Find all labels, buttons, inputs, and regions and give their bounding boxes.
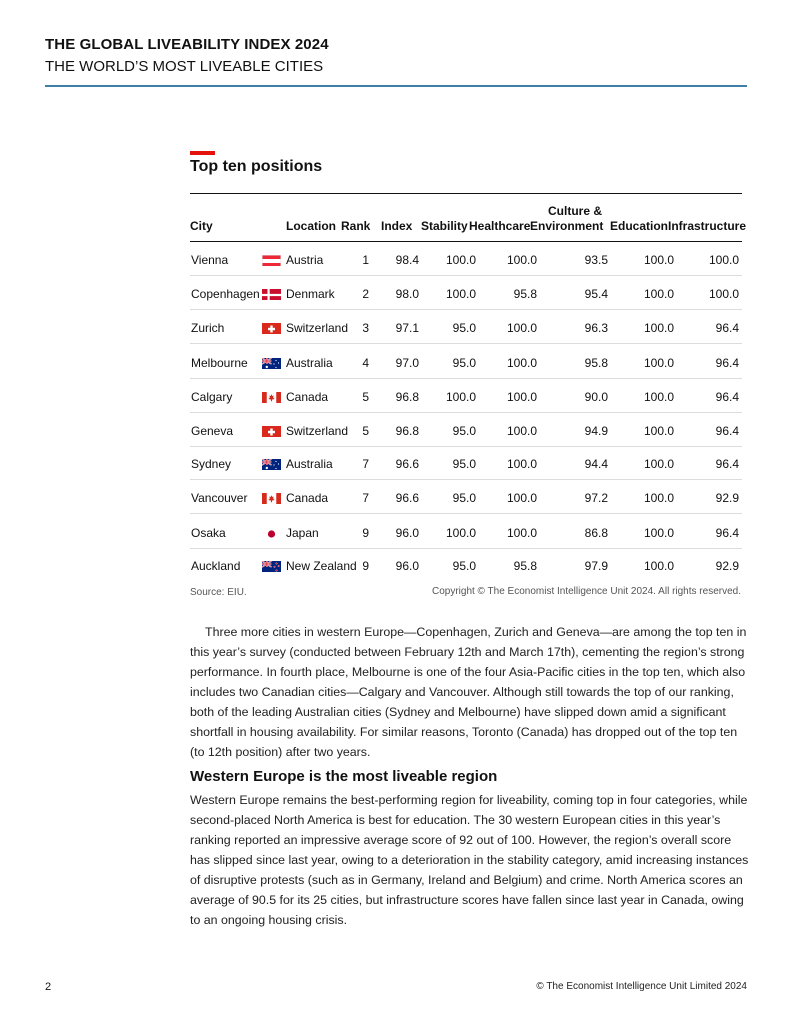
cell-education: 100.0: [643, 526, 674, 540]
cell-culture: 93.5: [584, 253, 608, 267]
cell-city: Melbourne: [191, 356, 248, 370]
cell-rank: 5: [362, 390, 369, 404]
cell-city: Vancouver: [191, 491, 248, 505]
report-subtitle: THE WORLD’S MOST LIVEABLE CITIES: [45, 58, 324, 75]
cell-location: Australia: [286, 457, 333, 471]
cell-stability: 100.0: [445, 526, 476, 540]
header-healthcare: Healthcare: [469, 219, 531, 233]
body-paragraph-1: Three more cities in western Europe—Copenhagen, Zurich and Geneva—are among the top ten in this year’s survey (conducted between February 12th and March 17th), cementing the region’s strong performance. In fourth place, Melbourne is one of the four Asia-Pacific cities in the top ten, which also includes two Canadian cities—Calgary and Vancouver. Although still towards the top of our ranking, both of the leading Australian cities (Sydney and Melbourne) have slipped down amid a significant shortfall in housing availability. For similar reasons, Toronto (Canada) has dropped out of the top ten (to 12th position) after two years.: [190, 625, 747, 759]
cell-rank: 4: [362, 356, 369, 370]
header-location: Location: [286, 219, 336, 233]
cell-location: Australia: [286, 356, 333, 370]
cell-stability: 95.0: [452, 559, 476, 573]
row-divider: [190, 412, 742, 413]
section-accent-bar: [190, 151, 215, 155]
cell-rank: 1: [362, 253, 369, 267]
austria-flag-icon: [262, 254, 281, 266]
cell-culture: 96.3: [584, 321, 608, 335]
cell-healthcare: 100.0: [506, 253, 537, 267]
header-education: Education: [610, 219, 669, 233]
cell-culture: 90.0: [584, 390, 608, 404]
cell-index: 96.6: [395, 491, 419, 505]
cell-location: Canada: [286, 491, 329, 505]
cell-index: 96.8: [395, 390, 419, 404]
header-divider: [45, 85, 747, 87]
cell-city: Auckland: [191, 559, 241, 573]
cell-culture: 86.8: [584, 526, 608, 540]
row-divider: [190, 446, 742, 447]
cell-city: Calgary: [191, 390, 233, 404]
cell-stability: 95.0: [452, 457, 476, 471]
switzerland-flag-icon: [262, 425, 281, 437]
cell-index: 96.6: [395, 457, 419, 471]
cell-education: 100.0: [643, 424, 674, 438]
cell-rank: 5: [362, 424, 369, 438]
cell-index: 96.0: [395, 526, 419, 540]
cell-education: 100.0: [643, 390, 674, 404]
cell-stability: 100.0: [445, 390, 476, 404]
cell-healthcare: 100.0: [506, 424, 537, 438]
cell-culture: 97.9: [584, 559, 608, 573]
cell-education: 100.0: [643, 457, 674, 471]
switzerland-flag-icon: [262, 322, 281, 334]
new-zealand-flag-icon: [262, 560, 281, 572]
cell-infrastructure: 92.9: [715, 559, 739, 573]
cell-healthcare: 100.0: [506, 491, 537, 505]
cell-education: 100.0: [643, 321, 674, 335]
cell-location: Austria: [286, 253, 324, 267]
row-divider: [190, 275, 742, 276]
cell-infrastructure: 96.4: [715, 390, 739, 404]
cell-index: 97.1: [395, 321, 419, 335]
cell-rank: 7: [362, 491, 369, 505]
cell-healthcare: 100.0: [506, 356, 537, 370]
cell-infrastructure: 96.4: [715, 424, 739, 438]
row-divider: [190, 309, 742, 310]
cell-culture: 94.4: [584, 457, 608, 471]
cell-location: Switzerland: [286, 321, 349, 335]
report-title: THE GLOBAL LIVEABILITY INDEX 2024: [45, 36, 329, 53]
body-paragraph-2: Western Europe remains the best-performing region for liveability, coming top in four categories, while second-placed North America is best for education. The 30 western European cities in this year’s ranking reported an impressive average score of 92 out of 100. However, the region’s overall score has slipped since last year, owing to a deterioration in the stability category, amid increasing instances of disruptive protests (such as in Germany, Ireland and Belgium) and crime. North America scores an average of 90.5 for its 25 cities, but infrastructure scores have fallen since last year in Canada, owing to an ongoing housing crisis.: [190, 793, 749, 927]
cell-education: 100.0: [643, 253, 674, 267]
cell-stability: 100.0: [445, 253, 476, 267]
cell-culture: 95.8: [584, 356, 608, 370]
cell-infrastructure: 100.0: [708, 287, 739, 301]
cell-education: 100.0: [643, 491, 674, 505]
page-number: 2: [45, 981, 52, 993]
cell-healthcare: 100.0: [506, 526, 537, 540]
header-city: City: [190, 219, 213, 233]
japan-flag-icon: [262, 527, 281, 539]
cell-city: Sydney: [191, 457, 232, 471]
australia-flag-icon: [262, 458, 281, 470]
cell-index: 98.0: [395, 287, 419, 301]
cell-location: Switzerland: [286, 424, 349, 438]
canada-flag-icon: [262, 492, 281, 504]
table-source: Source: EIU.: [190, 587, 247, 598]
cell-rank: 3: [362, 321, 369, 335]
row-divider: [190, 548, 742, 549]
canada-flag-icon: [262, 391, 281, 403]
cell-infrastructure: 96.4: [715, 526, 739, 540]
cell-education: 100.0: [643, 287, 674, 301]
cell-infrastructure: 96.4: [715, 321, 739, 335]
row-divider: [190, 378, 742, 379]
cell-stability: 95.0: [452, 356, 476, 370]
cell-rank: 9: [362, 559, 369, 573]
table-copyright: Copyright © The Economist Intelligence Unit 2024. All rights reserved.: [431, 586, 741, 597]
cell-infrastructure: 100.0: [708, 253, 739, 267]
section-subheading: Western Europe is the most liveable region: [190, 768, 498, 785]
footer-copyright: © The Economist Intelligence Unit Limited 2024: [536, 981, 747, 992]
section-title: Top ten positions: [190, 158, 323, 175]
cell-culture: 97.2: [584, 491, 608, 505]
cell-stability: 95.0: [452, 321, 476, 335]
row-divider: [190, 513, 742, 514]
cell-index: 97.0: [395, 356, 419, 370]
cell-education: 100.0: [643, 356, 674, 370]
header-stability: Stability: [421, 219, 468, 233]
header-culture-line2: Environment: [530, 219, 604, 233]
cell-location: Denmark: [286, 287, 335, 301]
cell-infrastructure: 92.9: [715, 491, 739, 505]
header-index: Index: [381, 219, 413, 233]
cell-education: 100.0: [643, 559, 674, 573]
cell-stability: 95.0: [452, 424, 476, 438]
cell-healthcare: 100.0: [506, 457, 537, 471]
row-divider: [190, 343, 742, 344]
cell-index: 96.0: [395, 559, 419, 573]
cell-rank: 2: [362, 287, 369, 301]
header-culture-line1: Culture &: [548, 204, 602, 218]
cell-city: Zurich: [191, 321, 225, 335]
cell-location: Japan: [286, 526, 319, 540]
table-header-rule: [190, 241, 742, 242]
cell-healthcare: 100.0: [506, 321, 537, 335]
header-infrastructure: Infrastructure: [668, 219, 747, 233]
denmark-flag-icon: [262, 288, 281, 300]
cell-culture: 94.9: [584, 424, 608, 438]
cell-index: 96.8: [395, 424, 419, 438]
cell-city: Osaka: [191, 526, 226, 540]
australia-flag-icon: [262, 357, 281, 369]
cell-culture: 95.4: [584, 287, 608, 301]
table-top-rule: [190, 193, 742, 194]
cell-rank: 7: [362, 457, 369, 471]
cell-city: Vienna: [191, 253, 229, 267]
cell-healthcare: 95.8: [513, 287, 537, 301]
cell-city: Geneva: [191, 424, 234, 438]
cell-infrastructure: 96.4: [715, 356, 739, 370]
cell-city: Copenhagen: [191, 287, 260, 301]
cell-infrastructure: 96.4: [715, 457, 739, 471]
row-divider: [190, 479, 742, 480]
header-rank: Rank: [341, 219, 371, 233]
cell-rank: 9: [362, 526, 369, 540]
cell-healthcare: 95.8: [513, 559, 537, 573]
cell-healthcare: 100.0: [506, 390, 537, 404]
cell-location: Canada: [286, 390, 329, 404]
cell-location: New Zealand: [286, 559, 357, 573]
cell-stability: 100.0: [445, 287, 476, 301]
cell-index: 98.4: [395, 253, 419, 267]
cell-stability: 95.0: [452, 491, 476, 505]
